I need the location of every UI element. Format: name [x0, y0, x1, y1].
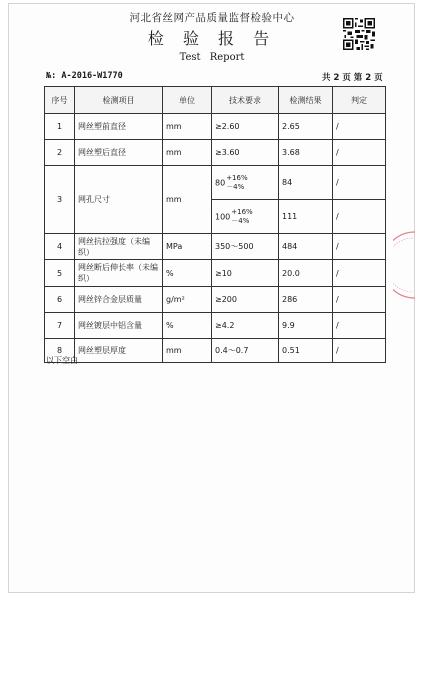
cell-item: 网丝抗拉强度（未编织）	[75, 234, 163, 260]
cell-item: 网丝断后伸长率（未编织）	[75, 260, 163, 287]
cell-unit: mm	[163, 339, 212, 363]
col-header-requirement: 技术要求	[212, 87, 279, 114]
cell-unit: g/m²	[163, 287, 212, 313]
table-row	[45, 287, 386, 313]
table-row	[45, 234, 386, 260]
col-header-result: 检测结果	[279, 87, 333, 114]
col-header-verdict: 判定	[333, 87, 386, 114]
cell-unit: MPa	[163, 234, 212, 260]
cell-verdict: /	[333, 200, 386, 234]
cell-item: 网丝锌合金层质量	[75, 287, 163, 313]
cell-unit: mm	[163, 166, 212, 234]
cell-result: 20.0	[279, 260, 333, 287]
cell-requirement: ≥3.60	[212, 140, 279, 166]
cell-no: 6	[45, 287, 75, 313]
col-header-item: 检测项目	[75, 87, 163, 114]
cell-item: 网丝镀层中铝含量	[75, 313, 163, 339]
table-row	[45, 260, 386, 287]
tolerance-minus: －4%	[231, 216, 250, 225]
document-number: №: A-2016-W1770	[46, 71, 123, 81]
end-of-content-note: 以下空白	[46, 356, 78, 365]
page-indicator: 共 2 页 第 2 页	[322, 73, 383, 83]
cell-unit: %	[163, 260, 212, 287]
cell-unit: %	[163, 313, 212, 339]
cell-item: 网丝塑后直径	[75, 140, 163, 166]
cell-no: 3	[45, 166, 75, 234]
cell-requirement: ≥200	[212, 287, 279, 313]
cell-no: 2	[45, 140, 75, 166]
table-row	[45, 140, 386, 166]
table-row	[45, 313, 386, 339]
cell-no: 1	[45, 114, 75, 140]
cell-no: 8	[45, 339, 75, 363]
cell-result: 111	[279, 200, 333, 234]
cell-result: 286	[279, 287, 333, 313]
tolerance-plus: +16%	[231, 207, 253, 216]
cell-verdict: /	[333, 140, 386, 166]
cell-requirement: 350～500	[212, 234, 279, 260]
cell-verdict: /	[333, 313, 386, 339]
cell-verdict: /	[333, 234, 386, 260]
req-base: 100	[215, 212, 231, 221]
cell-requirement	[212, 166, 279, 200]
qr-code-icon	[343, 18, 375, 50]
cell-no: 5	[45, 260, 75, 287]
req-base: 80	[215, 178, 226, 187]
cell-result: 3.68	[279, 140, 333, 166]
cell-verdict: /	[333, 260, 386, 287]
cell-verdict: /	[333, 287, 386, 313]
cell-unit: mm	[163, 114, 212, 140]
report-title-en: Test Report	[179, 52, 245, 63]
tolerance-minus: －4%	[226, 182, 245, 191]
cell-result: 84	[279, 166, 333, 200]
report-title-cn: 检 验 报 告	[147, 29, 277, 48]
table-row	[45, 114, 386, 140]
organization-name: 河北省丝网产品质量监督检验中心	[129, 12, 295, 24]
cell-verdict: /	[333, 166, 386, 200]
table-header-row	[45, 87, 386, 114]
cell-item: 网丝塑层厚度	[75, 339, 163, 363]
cell-requirement	[212, 200, 279, 234]
table-row	[45, 339, 386, 363]
cell-no: 7	[45, 313, 75, 339]
col-header-unit: 单位	[163, 87, 212, 114]
cell-item: 网孔尺寸	[75, 166, 163, 234]
cell-result: 2.65	[279, 114, 333, 140]
col-header-no: 序号	[45, 87, 75, 114]
cell-result: 484	[279, 234, 333, 260]
cell-no: 4	[45, 234, 75, 260]
cell-result: 0.51	[279, 339, 333, 363]
cell-verdict: /	[333, 114, 386, 140]
cell-result: 9.9	[279, 313, 333, 339]
table-row	[45, 166, 386, 200]
results-table	[44, 86, 386, 363]
tolerance-plus: +16%	[226, 173, 248, 182]
cell-requirement: 0.4～0.7	[212, 339, 279, 363]
cell-requirement: ≥10	[212, 260, 279, 287]
cell-item: 网丝塑前直径	[75, 114, 163, 140]
cell-verdict: /	[333, 339, 386, 363]
seal-stamp-icon	[393, 230, 417, 300]
cell-requirement: ≥4.2	[212, 313, 279, 339]
cell-unit: mm	[163, 140, 212, 166]
cell-requirement: ≥2.60	[212, 114, 279, 140]
